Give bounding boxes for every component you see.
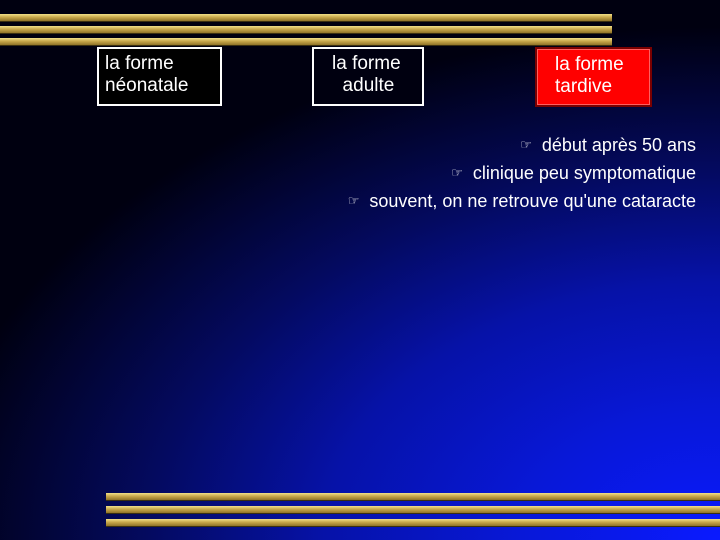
list-item	[196, 187, 696, 215]
bottom-decorative-stripes	[106, 493, 720, 527]
stripe	[0, 26, 612, 34]
tab-label: la forme adulte	[332, 53, 401, 96]
pointing-hand-icon: ☞	[520, 137, 532, 152]
tab-forme-tardive[interactable]	[535, 47, 652, 107]
top-decorative-stripes	[0, 14, 612, 46]
list-item	[196, 131, 696, 159]
list-item	[196, 159, 696, 187]
tab-label: la forme néonatale	[105, 53, 189, 96]
tab-forme-neonatale[interactable]	[97, 47, 222, 106]
bullet-text: souvent, on ne retrouve qu'une cataracte	[369, 191, 696, 211]
tab-label: la forme tardive	[555, 54, 624, 97]
bullet-list	[196, 131, 696, 215]
stripe	[0, 38, 612, 46]
stripe	[106, 493, 720, 501]
stripe	[106, 506, 720, 514]
tab-forme-adulte[interactable]	[312, 47, 424, 106]
stripe	[106, 519, 720, 527]
pointing-hand-icon: ☞	[347, 193, 360, 208]
bullet-text: clinique peu symptomatique	[472, 163, 696, 183]
stripe	[0, 14, 612, 22]
bullet-text: début après 50 ans	[541, 135, 696, 155]
pointing-hand-icon: ☞	[451, 165, 463, 180]
